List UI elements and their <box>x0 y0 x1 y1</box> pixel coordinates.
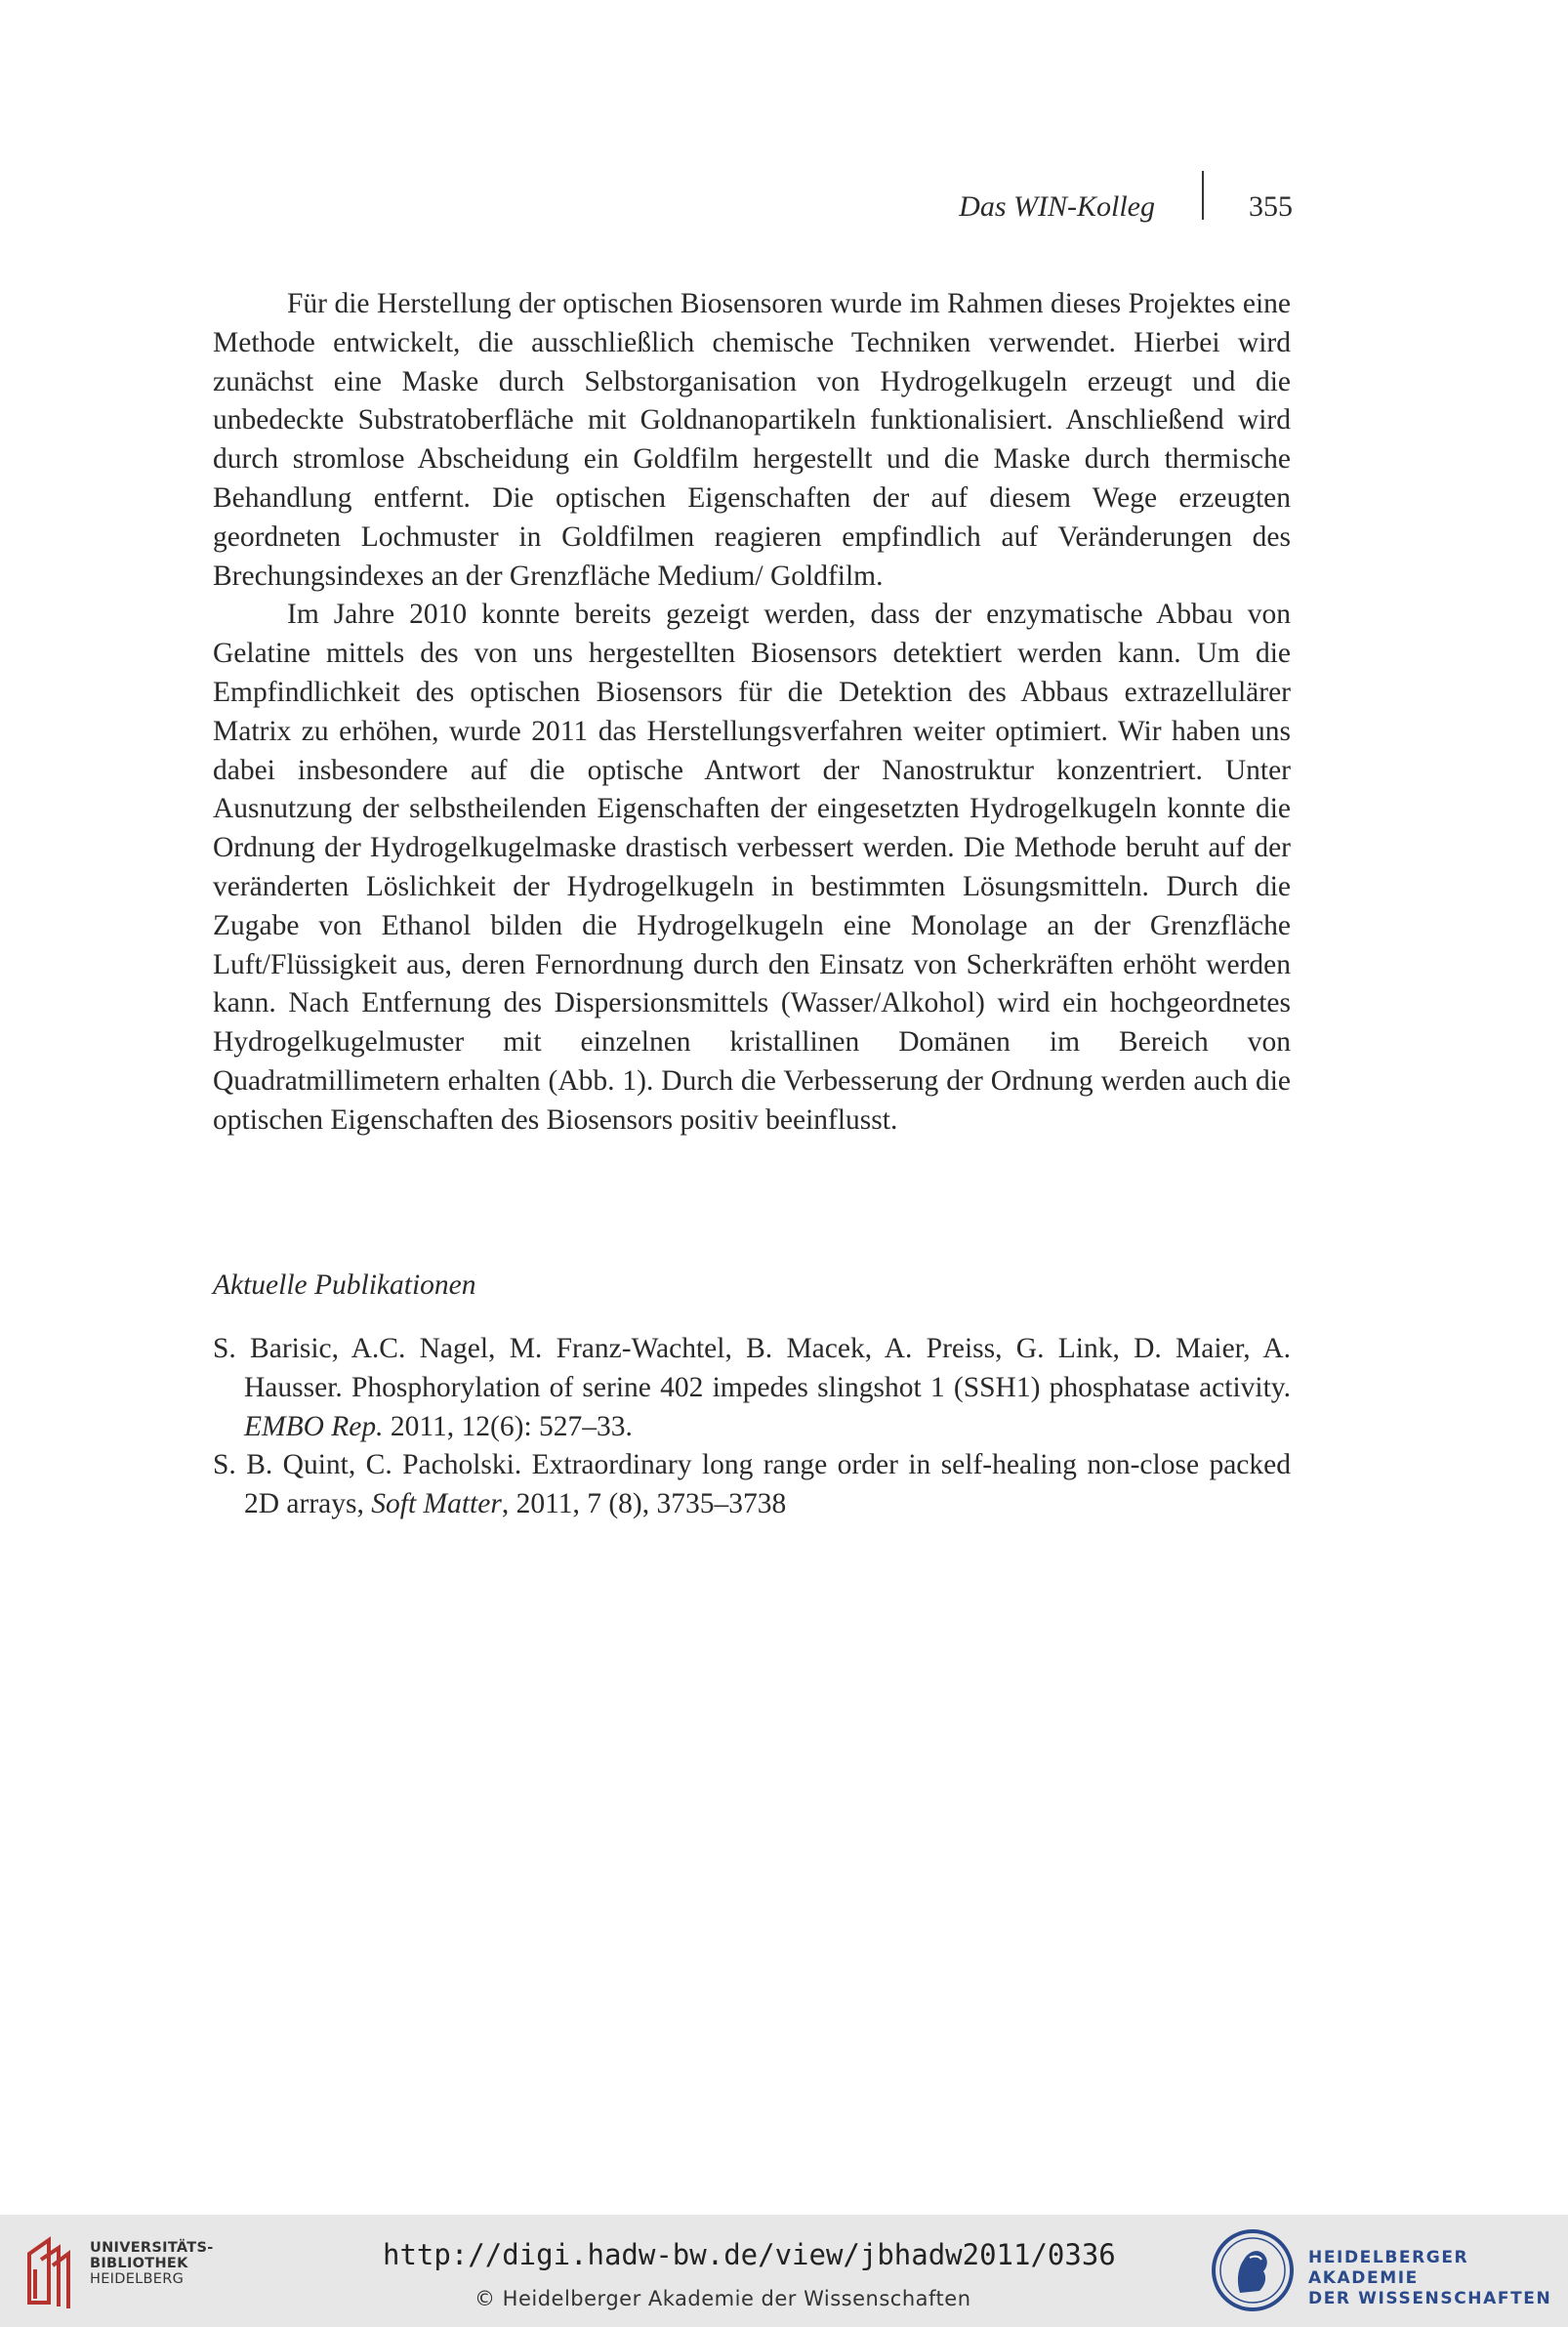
library-logo-icon <box>23 2230 82 2310</box>
page-number: 355 <box>1249 190 1293 223</box>
copyright-notice: © Heidelberger Akademie der Wissenschaften <box>475 2287 971 2310</box>
publication-journal: Soft Matter <box>371 1488 502 1520</box>
publication-item <box>213 1446 1291 1524</box>
publication-journal: EMBO Rep. <box>244 1410 384 1442</box>
academy-seal-icon <box>1211 2228 1295 2312</box>
running-head <box>959 187 1293 227</box>
publication-text: S. Barisic, A.C. Nagel, M. Franz-Wachtel, B. Macek, A. Preiss, G. Link, D. Maier, A. Hausser. Phosphorylation of serine 402 impedes slingshot 1 (SSH1) phosphatase activity. <box>213 1333 1291 1403</box>
source-url-link[interactable]: http://digi.hadw-bw.de/view/jbhadw2011/0336 <box>383 2238 1116 2271</box>
publication-text: S. B. Quint, C. Pacholski. Extraordinary long range order in self-healing non-close packed 2D arrays, <box>213 1449 1291 1520</box>
paragraph: Im Jahre 2010 konnte bereits gezeigt werden, dass der enzymatische Abbau von Gelatine mittels des von uns hergestellten Biosensors detektiert werden kann. Um die Empfindlichkeit des optischen Biosensors für die Detektion des Abbaus extrazellulärer Matrix zu erhöhen, wurde 2011 das Herstellungsverfahren weiter optimiert. Wir haben uns dabei insbesondere auf die optische Antwort der Nanostruktur konzentriert. Unter Ausnutzung der selbstheilenden Eigenschaften der eingesetzten Hydrogelkugeln konnte die Ordnung der Hydrogelkugelmaske drastisch verbessert werden. Die Methode beruht auf der veränderten Löslichkeit der Hydrogelkugeln in bestimmten Lösungsmitteln. Durch die Zugabe von Ethanol bilden die Hydrogelkugeln eine Monolage an der Grenzfläche Luft/Flüssigkeit aus, deren Fernordnung durch den Einsatz von Scherkräften erhöht werden kann. Nach Entfernung des Dispersionsmittels (Wasser/Alkohol) wird ein hochgeordnetes Hydrogelkugelmuster mit einzelnen kristallinen Domänen im Bereich von Quadratmillimetern erhalten (Abb. 1). Durch die Verbesserung der Ordnung werden auch die optischen Eigenschaften des Biosensors positiv beeinflusst. <box>213 599 1291 1136</box>
footer-bar <box>0 2215 1568 2327</box>
publication-list <box>213 1330 1291 1524</box>
header-divider <box>1202 171 1204 220</box>
running-title: Das WIN-Kolleg <box>959 190 1155 223</box>
publication-item <box>213 1330 1291 1446</box>
academy-name: HEIDELBERGER AKADEMIE DER WISSENSCHAFTEN <box>1308 2248 1552 2308</box>
publication-details: , 2011, 7 (8), 3735–3738 <box>501 1488 787 1520</box>
body-text <box>213 285 1291 1141</box>
publications-heading: Aktuelle Publikationen <box>213 1269 476 1301</box>
publication-details: 2011, 12(6): 527–33. <box>383 1410 633 1442</box>
paragraph: Für die Herstellung der optischen Biosensoren wurde im Rahmen dieses Projektes eine Methode entwickelt, die ausschließlich chemische Techniken verwendet. Hierbei wird zunächst eine Maske durch Selbstorganisation von Hydrogelkugeln erzeugt und die unbedeckte Substratoberfläche mit Goldnanopartikeln funktionalisiert. Anschließend wird durch stromlose Abscheidung ein Goldfilm hergestellt und die Maske durch thermische Behandlung entfernt. Die optischen Eigenschaften der auf diesem Wege erzeugten geordneten Lochmuster in Goldfilmen reagieren empfindlich auf Veränderungen des Brechungsindexes an der Grenzfläche Medium/ Goldfilm. <box>213 288 1291 592</box>
library-name: UNIVERSITÄTS- BIBLIOTHEK HEIDELBERG <box>90 2240 214 2287</box>
